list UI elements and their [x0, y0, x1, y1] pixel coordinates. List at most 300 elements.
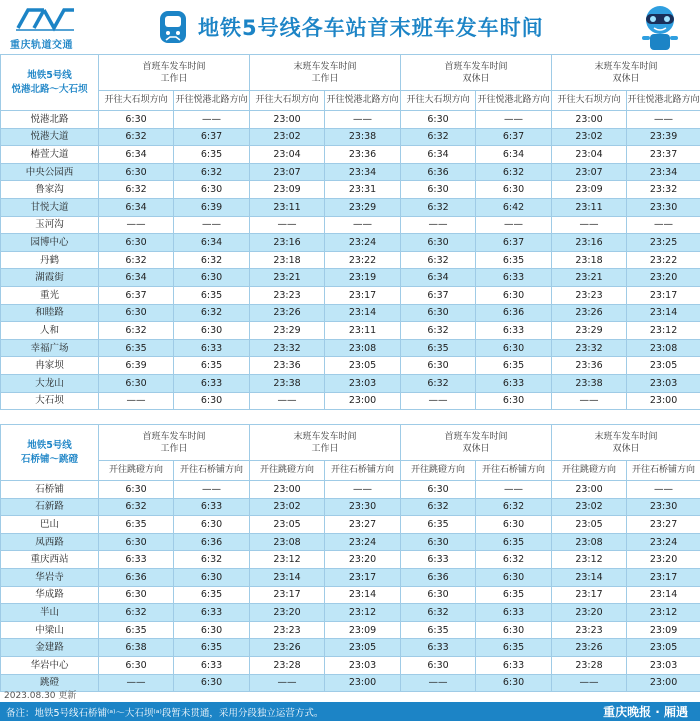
time-cell: 6:30: [99, 481, 174, 499]
line-name: 地铁5号线: [27, 439, 72, 451]
time-cell: 23:38: [552, 374, 627, 392]
time-cell: 23:07: [250, 163, 325, 181]
line-segment-label: [1, 55, 99, 111]
direction-header: 开往大石坝方向: [250, 91, 325, 111]
time-cell: 23:19: [325, 269, 401, 287]
table-row: [1, 181, 700, 199]
table-row: [1, 551, 700, 569]
time-cell: 6:32: [99, 181, 174, 199]
time-cell: 6:33: [174, 339, 250, 357]
time-cell: 23:17: [627, 286, 700, 304]
segment-name: 石桥铺～跳磴: [20, 453, 78, 465]
time-cell: 23:20: [552, 604, 627, 622]
station-name: 巴山: [1, 516, 99, 534]
time-cell: 23:38: [250, 374, 325, 392]
timetable-section-2: [0, 424, 700, 692]
time-cell: ——: [250, 674, 325, 692]
time-cell: 23:14: [250, 568, 325, 586]
time-cell: 23:16: [250, 234, 325, 252]
time-cell: 6:30: [174, 269, 250, 287]
time-cell: 6:32: [476, 551, 552, 569]
time-cell: 23:20: [627, 551, 700, 569]
table-row: [1, 481, 700, 499]
station-name: 幸福广场: [1, 339, 99, 357]
time-cell: 6:30: [476, 568, 552, 586]
time-cell: 23:00: [627, 392, 700, 410]
time-cell: 6:39: [174, 198, 250, 216]
time-cell: 6:35: [476, 639, 552, 657]
time-cell: ——: [174, 481, 250, 499]
time-cell: 6:36: [99, 568, 174, 586]
time-cell: 23:34: [325, 163, 401, 181]
table-row: [1, 586, 700, 604]
time-cell: 23:09: [552, 181, 627, 199]
time-cell: 23:08: [627, 339, 700, 357]
time-cell: 23:09: [250, 181, 325, 199]
time-cell: 23:26: [250, 304, 325, 322]
time-cell: 23:34: [627, 163, 700, 181]
time-cell: ——: [99, 216, 174, 234]
direction-header: 开往大石坝方向: [552, 91, 627, 111]
group-header: 末班车发车时间 双休日: [552, 55, 700, 91]
time-cell: 23:14: [325, 304, 401, 322]
time-cell: 23:26: [552, 304, 627, 322]
station-name: 金建路: [1, 639, 99, 657]
station-name: 悦港大道: [1, 128, 99, 146]
time-cell: ——: [325, 111, 401, 129]
time-cell: 6:35: [174, 146, 250, 164]
group-header: 末班车发车时间 双休日: [552, 425, 700, 461]
footer-note: 备注：地铁5号线石桥铺⁽ᵃ⁾～大石坝⁽ᵃ⁾段暂未贯通，采用分段独立运营方式。: [6, 708, 324, 719]
time-cell: 23:00: [250, 111, 325, 129]
time-cell: 23:04: [250, 146, 325, 164]
time-cell: 23:16: [552, 234, 627, 252]
time-cell: 6:30: [99, 163, 174, 181]
time-cell: 6:33: [476, 322, 552, 340]
time-cell: 6:32: [401, 251, 476, 269]
time-cell: 6:33: [401, 551, 476, 569]
time-cell: 23:00: [552, 481, 627, 499]
time-cell: 6:36: [401, 163, 476, 181]
time-cell: 6:30: [476, 339, 552, 357]
table-row: [1, 339, 700, 357]
time-cell: ——: [627, 216, 700, 234]
time-cell: 6:32: [174, 304, 250, 322]
station-name: 大龙山: [1, 374, 99, 392]
time-cell: 6:37: [174, 128, 250, 146]
time-cell: 23:11: [552, 198, 627, 216]
time-cell: 6:32: [476, 498, 552, 516]
time-cell: 23:04: [552, 146, 627, 164]
station-name: 和睦路: [1, 304, 99, 322]
time-cell: 6:30: [476, 286, 552, 304]
time-cell: 6:33: [174, 374, 250, 392]
time-cell: 6:32: [401, 128, 476, 146]
time-cell: 6:35: [476, 251, 552, 269]
direction-header: 开往悦港北路方向: [476, 91, 552, 111]
time-cell: 6:32: [476, 163, 552, 181]
station-name: 中梁山: [1, 621, 99, 639]
time-cell: 23:11: [250, 198, 325, 216]
station-name: 悦港北路: [1, 111, 99, 129]
time-cell: 23:22: [325, 251, 401, 269]
time-cell: 6:30: [174, 674, 250, 692]
table-row: [1, 656, 700, 674]
station-name: 华岩中心: [1, 656, 99, 674]
time-cell: 23:30: [627, 498, 700, 516]
time-cell: 23:09: [627, 621, 700, 639]
cqrt-logo-mark-icon: [14, 6, 76, 32]
time-cell: 6:30: [401, 656, 476, 674]
time-cell: 23:23: [552, 621, 627, 639]
time-cell: 23:21: [552, 269, 627, 287]
time-cell: 6:37: [401, 286, 476, 304]
time-cell: 6:33: [99, 551, 174, 569]
table-row: [1, 568, 700, 586]
timetable-section-1: [0, 54, 700, 410]
table-row: [1, 128, 700, 146]
station-name: 大石坝: [1, 392, 99, 410]
time-cell: 23:32: [552, 339, 627, 357]
time-cell: 23:02: [552, 498, 627, 516]
time-cell: 6:34: [99, 146, 174, 164]
time-cell: ——: [552, 216, 627, 234]
time-cell: 6:32: [401, 604, 476, 622]
time-cell: 6:34: [99, 198, 174, 216]
footer-brand: 重庆晚报 · 厢遇: [603, 705, 688, 719]
time-cell: 23:23: [552, 286, 627, 304]
time-cell: ——: [627, 111, 700, 129]
time-cell: 6:35: [401, 339, 476, 357]
time-cell: 23:26: [552, 639, 627, 657]
time-cell: 6:30: [401, 234, 476, 252]
time-cell: 6:35: [99, 516, 174, 534]
time-cell: 23:05: [325, 639, 401, 657]
time-cell: 6:35: [99, 339, 174, 357]
time-cell: 6:30: [99, 656, 174, 674]
table-row: [1, 234, 700, 252]
time-cell: 23:17: [552, 586, 627, 604]
table-row: [1, 516, 700, 534]
time-cell: 23:07: [552, 163, 627, 181]
table-row: [1, 198, 700, 216]
time-cell: 6:32: [401, 374, 476, 392]
time-cell: 23:29: [325, 198, 401, 216]
time-cell: 6:30: [476, 392, 552, 410]
direction-header: 开往悦港北路方向: [325, 91, 401, 111]
time-cell: 6:34: [401, 269, 476, 287]
group-header: 末班车发车时间 工作日: [250, 425, 401, 461]
direction-header: 开往悦港北路方向: [627, 91, 700, 111]
time-cell: 23:05: [325, 357, 401, 375]
time-cell: 23:22: [627, 251, 700, 269]
time-cell: 6:33: [476, 269, 552, 287]
time-cell: 23:23: [250, 621, 325, 639]
time-cell: 23:05: [250, 516, 325, 534]
table-row: [1, 674, 700, 692]
time-cell: 23:30: [325, 498, 401, 516]
time-cell: 23:02: [250, 128, 325, 146]
time-cell: 6:36: [401, 568, 476, 586]
station-name: 重光: [1, 286, 99, 304]
time-cell: 23:05: [627, 357, 700, 375]
time-cell: 6:36: [476, 304, 552, 322]
station-name: 甘悦大道: [1, 198, 99, 216]
time-cell: 23:17: [325, 568, 401, 586]
header: [0, 0, 700, 54]
direction-header: 开往大石坝方向: [99, 91, 174, 111]
footer-bar: [0, 702, 700, 721]
time-cell: 6:35: [401, 516, 476, 534]
time-cell: 6:30: [401, 181, 476, 199]
time-cell: 23:17: [627, 568, 700, 586]
table-row: [1, 621, 700, 639]
time-cell: 23:25: [627, 234, 700, 252]
table-row: [1, 392, 700, 410]
station-name: 玉河沟: [1, 216, 99, 234]
time-cell: 23:03: [325, 374, 401, 392]
station-name: 半山: [1, 604, 99, 622]
time-cell: 23:30: [627, 198, 700, 216]
direction-header: 开往跳磴方向: [401, 461, 476, 481]
time-cell: ——: [401, 674, 476, 692]
segment-name: 悦港北路～大石坝: [11, 83, 88, 95]
station-name: 湖霞街: [1, 269, 99, 287]
time-cell: 6:33: [476, 604, 552, 622]
group-header: 首班车发车时间 工作日: [99, 55, 250, 91]
table-row: [1, 357, 700, 375]
time-cell: 23:08: [325, 339, 401, 357]
table-row: [1, 604, 700, 622]
table-row: [1, 111, 700, 129]
time-cell: 23:24: [325, 234, 401, 252]
time-cell: 6:30: [476, 621, 552, 639]
time-cell: 6:32: [174, 163, 250, 181]
time-cell: ——: [325, 216, 401, 234]
line-segment-label: [1, 425, 99, 481]
table-row: [1, 216, 700, 234]
time-cell: 6:33: [174, 604, 250, 622]
time-cell: 6:30: [99, 586, 174, 604]
time-cell: 6:30: [476, 181, 552, 199]
time-cell: 6:35: [174, 586, 250, 604]
time-cell: ——: [174, 111, 250, 129]
time-cell: 23:00: [325, 674, 401, 692]
time-cell: 23:02: [552, 128, 627, 146]
station-name: 园博中心: [1, 234, 99, 252]
time-cell: 23:14: [627, 304, 700, 322]
time-cell: 23:38: [325, 128, 401, 146]
time-cell: 6:33: [174, 498, 250, 516]
time-cell: 6:30: [174, 516, 250, 534]
time-cell: 6:30: [401, 111, 476, 129]
time-cell: 23:00: [250, 481, 325, 499]
time-cell: 23:08: [552, 533, 627, 551]
time-cell: 23:27: [627, 516, 700, 534]
time-cell: 6:32: [174, 251, 250, 269]
time-cell: 6:32: [401, 198, 476, 216]
table-row: [1, 533, 700, 551]
time-cell: 6:34: [401, 146, 476, 164]
time-cell: 6:35: [99, 621, 174, 639]
logo-text: 重庆轨道交通: [10, 40, 73, 51]
time-cell: 6:34: [99, 269, 174, 287]
time-cell: 23:28: [250, 656, 325, 674]
time-cell: 23:05: [627, 639, 700, 657]
direction-header: 开往石桥铺方向: [476, 461, 552, 481]
time-cell: 23:00: [325, 392, 401, 410]
time-cell: ——: [250, 216, 325, 234]
table-row: [1, 374, 700, 392]
time-cell: 6:32: [401, 498, 476, 516]
group-header: 首班车发车时间 工作日: [99, 425, 250, 461]
time-cell: ——: [476, 216, 552, 234]
time-cell: 6:35: [174, 639, 250, 657]
table-row: [1, 269, 700, 287]
time-cell: 23:36: [552, 357, 627, 375]
time-cell: 6:35: [401, 621, 476, 639]
time-cell: 6:30: [99, 533, 174, 551]
time-cell: 23:36: [250, 357, 325, 375]
time-cell: 6:35: [476, 533, 552, 551]
time-cell: 6:30: [174, 181, 250, 199]
time-cell: 23:20: [627, 269, 700, 287]
time-cell: 6:37: [476, 128, 552, 146]
time-cell: 6:39: [99, 357, 174, 375]
table-row: [1, 251, 700, 269]
station-name: 石桥铺: [1, 481, 99, 499]
time-cell: 6:30: [99, 234, 174, 252]
station-name: 重庆西站: [1, 551, 99, 569]
time-cell: 6:32: [99, 128, 174, 146]
time-cell: 6:37: [476, 234, 552, 252]
time-cell: 23:12: [552, 551, 627, 569]
time-cell: 23:14: [325, 586, 401, 604]
time-cell: 6:30: [174, 568, 250, 586]
time-cell: 23:27: [325, 516, 401, 534]
station-name: 中央公园西: [1, 163, 99, 181]
time-cell: 23:12: [325, 604, 401, 622]
time-cell: 6:32: [99, 604, 174, 622]
time-cell: 6:35: [174, 286, 250, 304]
station-name: 丹鹤: [1, 251, 99, 269]
update-date: 2023.08.30 更新: [4, 691, 77, 701]
table-row: [1, 163, 700, 181]
time-cell: 23:00: [627, 674, 700, 692]
time-cell: 6:32: [174, 551, 250, 569]
time-cell: 23:17: [250, 586, 325, 604]
time-cell: ——: [401, 216, 476, 234]
time-cell: 6:42: [476, 198, 552, 216]
time-cell: 6:30: [99, 304, 174, 322]
time-cell: 6:32: [99, 251, 174, 269]
time-cell: 23:24: [325, 533, 401, 551]
direction-header: 开往悦港北路方向: [174, 91, 250, 111]
time-cell: 23:36: [325, 146, 401, 164]
time-cell: 6:33: [401, 639, 476, 657]
table-row: [1, 304, 700, 322]
direction-header: 开往跳磴方向: [99, 461, 174, 481]
time-cell: 23:12: [250, 551, 325, 569]
time-cell: 6:32: [401, 322, 476, 340]
table-row: [1, 639, 700, 657]
station-name: 华岩寺: [1, 568, 99, 586]
time-cell: 23:32: [250, 339, 325, 357]
time-cell: 23:20: [250, 604, 325, 622]
time-cell: ——: [401, 392, 476, 410]
table-row: [1, 146, 700, 164]
station-name: 鲁家沟: [1, 181, 99, 199]
station-name: 人和: [1, 322, 99, 340]
time-cell: ——: [250, 392, 325, 410]
time-cell: 23:28: [552, 656, 627, 674]
direction-header: 开往石桥铺方向: [627, 461, 700, 481]
time-cell: 23:20: [325, 551, 401, 569]
direction-header: 开往跳磴方向: [250, 461, 325, 481]
time-cell: 6:30: [476, 674, 552, 692]
time-cell: 6:36: [174, 533, 250, 551]
time-cell: 23:17: [325, 286, 401, 304]
station-name: 冉家坝: [1, 357, 99, 375]
title-bar: [158, 8, 544, 46]
station-name: 石新路: [1, 498, 99, 516]
time-cell: 6:35: [476, 357, 552, 375]
time-cell: 23:12: [627, 604, 700, 622]
time-cell: 6:35: [476, 586, 552, 604]
time-cell: 6:34: [174, 234, 250, 252]
time-cell: ——: [99, 392, 174, 410]
mascot-icon: [628, 2, 692, 52]
group-header: 首班车发车时间 双休日: [401, 55, 552, 91]
station-name: 跳磴: [1, 674, 99, 692]
time-cell: ——: [552, 392, 627, 410]
time-cell: 23:00: [552, 111, 627, 129]
time-cell: 6:34: [476, 146, 552, 164]
time-cell: 23:14: [627, 586, 700, 604]
time-cell: 23:02: [250, 498, 325, 516]
time-cell: 6:37: [99, 286, 174, 304]
time-cell: 23:23: [250, 286, 325, 304]
line-name: 地铁5号线: [27, 69, 72, 81]
time-cell: 23:37: [627, 146, 700, 164]
time-cell: ——: [174, 216, 250, 234]
time-cell: 23:08: [250, 533, 325, 551]
table-row: [1, 498, 700, 516]
direction-header: 开往石桥铺方向: [325, 461, 401, 481]
time-cell: ——: [325, 481, 401, 499]
time-cell: 6:30: [476, 516, 552, 534]
time-cell: 6:33: [476, 374, 552, 392]
time-cell: 23:18: [552, 251, 627, 269]
time-cell: ——: [476, 481, 552, 499]
time-cell: 6:32: [99, 498, 174, 516]
table-row: [1, 286, 700, 304]
metro-train-icon: [158, 10, 188, 44]
station-name: 华成路: [1, 586, 99, 604]
time-cell: 23:03: [627, 656, 700, 674]
time-cell: 23:24: [627, 533, 700, 551]
time-cell: 6:30: [401, 304, 476, 322]
direction-header: 开往跳磴方向: [552, 461, 627, 481]
page-title: 地铁5号线各车站首末班车发车时间: [198, 16, 544, 40]
time-cell: 23:32: [627, 181, 700, 199]
time-cell: 23:03: [627, 374, 700, 392]
group-header: 末班车发车时间 工作日: [250, 55, 401, 91]
time-cell: 6:30: [401, 481, 476, 499]
time-cell: 6:30: [99, 374, 174, 392]
time-cell: 23:29: [552, 322, 627, 340]
time-cell: 23:18: [250, 251, 325, 269]
